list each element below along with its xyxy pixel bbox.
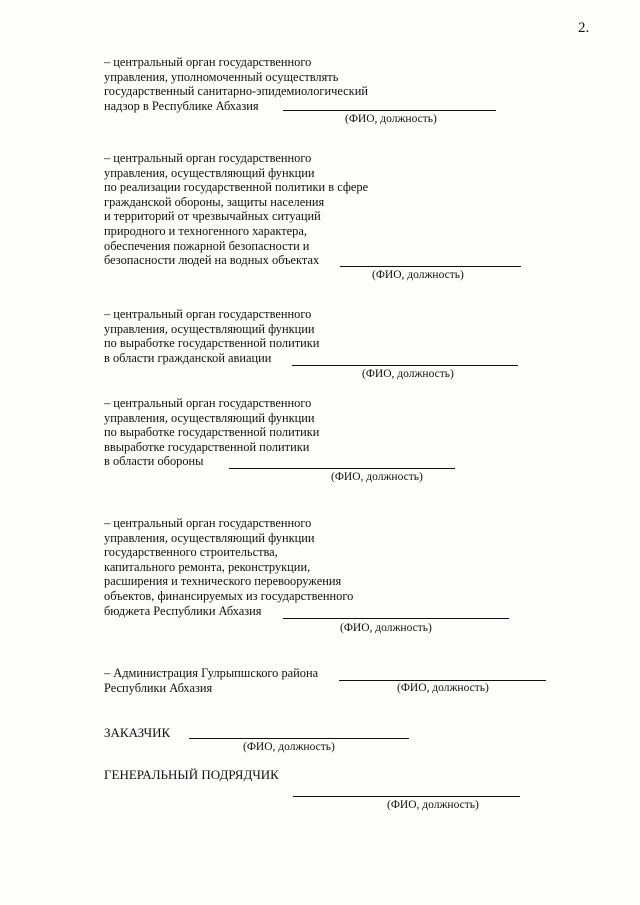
block-line: – центральный орган государственного [104, 151, 312, 165]
contractor-label: ГЕНЕРАЛЬНЫЙ ПОДРЯДЧИК [104, 767, 279, 782]
block-line: по выработке государственной политики [104, 425, 320, 440]
signature-line [283, 618, 509, 619]
block-line: управления, уполномоченный осуществлять [104, 69, 339, 84]
block-line: в области гражданской авиации [104, 350, 272, 365]
block-line: ввыработке государственной политики [104, 439, 310, 454]
signature-line [283, 110, 496, 111]
block-line: управления, осуществляющий функции [104, 410, 315, 425]
block-line: надзор в Республике Абхазия [104, 98, 259, 113]
signatory-block-defense [104, 396, 319, 469]
block-line: по реализации государственной политики в сфере [104, 180, 369, 195]
block-line: – центральный орган государственного [104, 516, 312, 530]
block-line: государственного строительства, [104, 545, 278, 560]
block-line: расширения и технического перевооружения [104, 574, 342, 589]
signature-line [339, 680, 546, 681]
block-line: гражданской обороны, защиты населения [104, 194, 325, 209]
block-line: объектов, финансируемых из государственного [104, 588, 354, 603]
block-line: в области обороны [104, 454, 204, 469]
signature-caption: (ФИО, должность) [340, 622, 432, 634]
block-line: безопасности людей на водных объектах [104, 253, 320, 268]
customer-signature-line [189, 738, 409, 739]
block-line: – центральный орган государственного [104, 55, 312, 69]
customer-label: ЗАКАЗЧИК [104, 725, 171, 740]
block-line: природного и техногенного характера, [104, 223, 307, 238]
signatory-block-aviation [104, 307, 319, 365]
signature-caption: (ФИО, должность) [397, 682, 489, 694]
signatory-block-construction [104, 516, 353, 618]
signature-line [340, 266, 521, 267]
block-line: управления, осуществляющий функции [104, 321, 315, 336]
signatory-block-administration [104, 666, 318, 695]
block-line: бюджета Республики Абхазия [104, 603, 262, 618]
block-line: капитального ремонта, реконструкции, [104, 559, 311, 574]
signature-line [229, 468, 455, 469]
block-line: обеспечения пожарной безопасности и [104, 238, 310, 253]
signature-caption: (ФИО, должность) [372, 269, 464, 281]
customer-caption: (ФИО, должность) [243, 741, 335, 753]
contractor-caption: (ФИО, должность) [387, 799, 479, 811]
block-line: – Администрация Гулрыпшского района [104, 666, 319, 680]
signature-line [292, 365, 518, 366]
block-line: управления, осуществляющий функции [104, 165, 315, 180]
signatory-block-sanitary [104, 55, 368, 113]
contractor-signature-line [293, 796, 520, 797]
block-line: – центральный орган государственного [104, 307, 312, 321]
block-line: и территорий от чрезвычайных ситуаций [104, 209, 321, 224]
block-line: государственный санитарно-эпидемиологический [104, 84, 368, 99]
block-line: по выработке государственной политики [104, 336, 320, 351]
signature-caption: (ФИО, должность) [362, 368, 454, 380]
signatory-block-civil-defense [104, 151, 368, 268]
block-line: – центральный орган государственного [104, 396, 312, 410]
page-number: 2. [578, 20, 590, 36]
signature-caption: (ФИО, должность) [331, 471, 423, 483]
block-line: управления, осуществляющий функции [104, 530, 315, 545]
block-line: Республики Абхазия [104, 680, 213, 695]
signature-caption: (ФИО, должность) [345, 113, 437, 125]
